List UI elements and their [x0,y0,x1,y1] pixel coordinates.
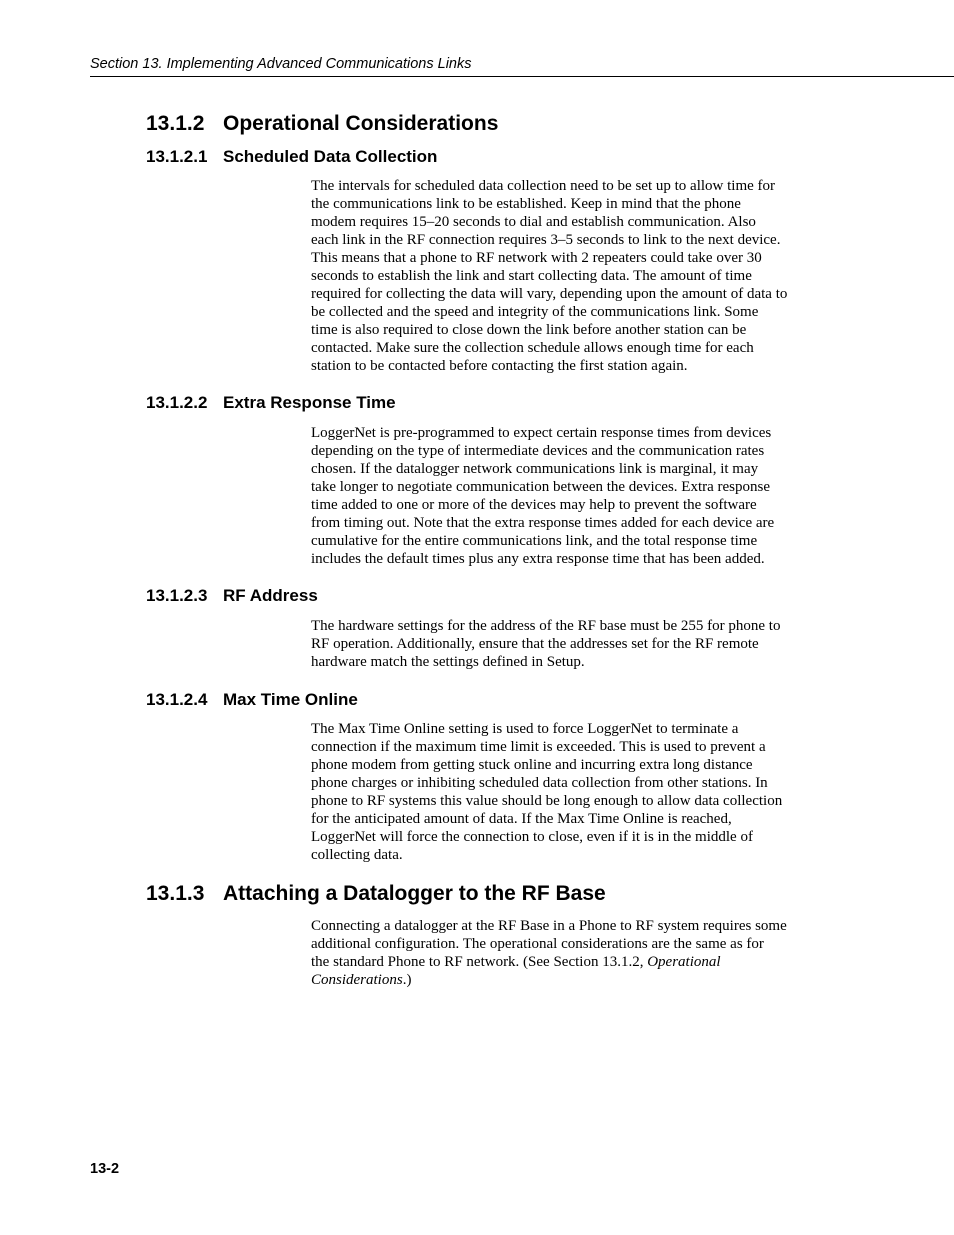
text-line: depending on the type of intermediate devices and the communication rates [311,443,765,459]
text-line: collecting data. [311,847,403,863]
text-fragment: the standard Phone to RF network. (See Section 13.1.2, [311,954,648,970]
text-line: for the anticipated amount of data. If the Max Time Online is reached, [311,811,732,827]
text-line: time is also required to close down the link before another station can be [311,322,747,338]
subsection-number: 13.1.2.4 [146,690,208,709]
text-line [311,971,811,989]
text-line: chosen. If the datalogger network communications link is marginal, it may [311,461,759,477]
text-line: phone charges or inhibiting scheduled data collection from other stations. In [311,775,768,791]
text-line: The intervals for scheduled data collection need to be set up to allow time for [311,178,776,194]
text-line: take longer to negotiate communication between the devices. Extra response [311,479,771,495]
text-line: hardware match the settings defined in Setup. [311,654,585,670]
section-heading-13-1-2 [146,112,498,136]
subsection-heading-13-1-2-1 [146,147,437,167]
paragraph-max-time-online [311,720,811,864]
cross-reference-title: Considerations [311,972,403,988]
text-line: RF operation. Additionally, ensure that the addresses set for the RF remote [311,636,759,652]
running-header [90,56,954,77]
text-line: The Max Time Online setting is used to force LoggerNet to terminate a [311,721,739,737]
text-line: includes the default times plus any extra response time that has been added. [311,551,765,567]
subsection-title: Scheduled Data Collection [223,147,438,166]
section-number: 13.1.2 [146,112,205,135]
text-line: Connecting a datalogger at the RF Base in a Phone to RF system requires some [311,918,787,934]
section-title: Operational Considerations [223,112,499,135]
text-line: The hardware settings for the address of the RF base must be 255 for phone to [311,618,781,634]
section-heading-13-1-3 [146,882,606,906]
text-line: station to be contacted before contacting the first station again. [311,358,688,374]
text-line [311,953,811,971]
text-line: seconds to establish the link and start collecting data. The amount of time [311,268,752,284]
text-line: time added to one or more of the devices may help to prevent the software [311,497,757,513]
page-number: 13-2 [90,1161,120,1177]
text-line: phone modem from getting stuck online and incurring extra long distance [311,757,753,773]
text-line: be collected and the speed and integrity of the communications link. Some [311,304,759,320]
text-line: LoggerNet will force the connection to close, even if it is in the middle of [311,829,753,845]
section-title: Attaching a Datalogger to the RF Base [223,882,606,905]
paragraph-extra-response-time [311,424,811,568]
text-line: contacted. Make sure the collection schedule allows enough time for each [311,340,754,356]
text-line: modem requires 15–20 seconds to dial and establish communication. Also [311,214,756,230]
text-fragment: .) [402,972,412,988]
subsection-number: 13.1.2.3 [146,586,208,605]
text-line: LoggerNet is pre-programmed to expect certain response times from devices [311,425,772,441]
text-line: the communications link to be established. Keep in mind that the phone [311,196,741,212]
text-line: additional configuration. The operational considerations are the same as for [311,936,764,952]
running-header-title: Section 13. Implementing Advanced Communications Links [90,56,472,72]
text-line: from timing out. Note that the extra response times added for each device are [311,515,775,531]
subsection-heading-13-1-2-2 [146,393,396,413]
paragraph-attaching-datalogger [311,917,811,989]
subsection-number: 13.1.2.2 [146,393,208,412]
text-line: required for collecting the data will vary, depending upon the amount of data to [311,286,788,302]
subsection-title: RF Address [223,586,318,605]
text-line: each link in the RF connection requires 3–5 seconds to link to the next device. [311,232,781,248]
subsection-title: Extra Response Time [223,393,396,412]
text-line: This means that a phone to RF network with 2 repeaters could take over 30 [311,250,762,266]
cross-reference-title: Operational [647,954,721,970]
paragraph-scheduled-data-collection [311,177,811,375]
subsection-title: Max Time Online [223,690,358,709]
subsection-heading-13-1-2-3 [146,586,318,606]
text-line: connection if the maximum time limit is exceeded. This is used to prevent a [311,739,766,755]
section-number: 13.1.3 [146,882,205,905]
subsection-number: 13.1.2.1 [146,147,208,166]
text-line: phone to RF systems this value should be long enough to allow data collection [311,793,783,809]
text-line: cumulative for the entire communications link, and the total response time [311,533,758,549]
paragraph-rf-address [311,617,811,671]
subsection-heading-13-1-2-4 [146,690,358,710]
